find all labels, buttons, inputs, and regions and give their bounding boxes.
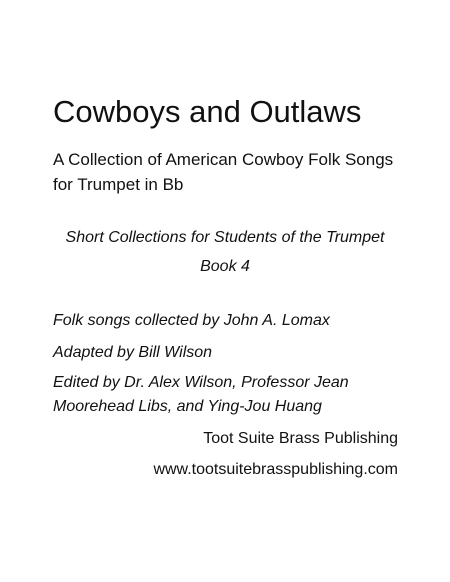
edited-by-credit	[53, 371, 349, 419]
adapted-by-credit: Adapted by Bill Wilson	[53, 344, 213, 361]
subtitle-line-2: for Trumpet in Bb	[53, 175, 184, 194]
edited-by-line-2: Moorehead Libs, and Ying-Jou Huang	[53, 398, 322, 415]
collected-by-credit: Folk songs collected by John A. Lomax	[53, 312, 330, 329]
series-name: Short Collections for Students of the Trumpet	[65, 229, 385, 246]
edited-by-line-1: Edited by Dr. Alex Wilson, Professor Jean	[53, 374, 349, 391]
publisher-name: Toot Suite Brass Publishing	[203, 430, 398, 447]
subtitle-line-1: A Collection of American Cowboy Folk Songs	[53, 150, 394, 169]
subtitle	[53, 147, 393, 197]
book-number: Book 4	[200, 258, 250, 275]
page-title: Cowboys and Outlaws	[53, 94, 362, 129]
publisher-url: www.tootsuitebrasspublishing.com	[153, 461, 398, 478]
